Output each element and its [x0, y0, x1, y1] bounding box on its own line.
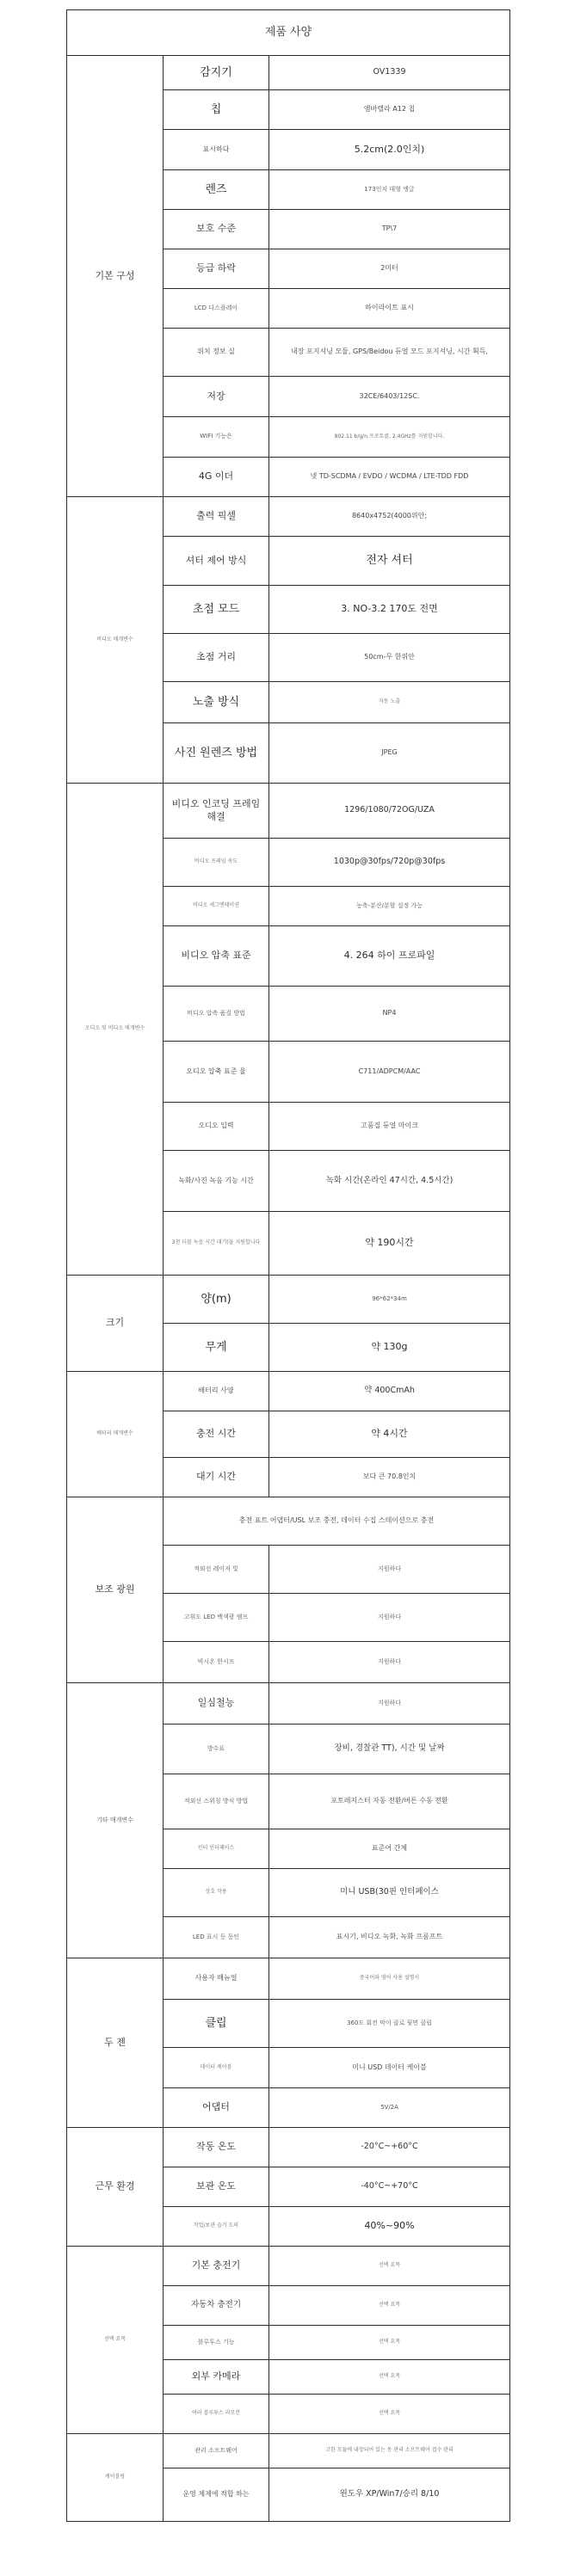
spec-value: 5.2cm(2.0인치) — [269, 130, 510, 170]
spec-value: 선택 요목 — [269, 2247, 510, 2286]
spec-value: 표시기, 비디오 녹화, 녹화 프롬프트 — [269, 1917, 510, 1958]
spec-key: 인터 인터페이스 — [164, 1829, 269, 1869]
spec-value: 선택 요목 — [269, 2326, 510, 2360]
spec-key: 오디오 입력 — [164, 1103, 269, 1151]
spec-key: 여러 블루투스 리모컨 — [164, 2395, 269, 2434]
spec-value: 약 190시간 — [269, 1212, 510, 1276]
spec-key: LCD 디스플레이 — [164, 289, 269, 329]
spec-value: 4. 264 하이 프로파일 — [269, 926, 510, 987]
spec-value: 미니 USD 데이터 케이블 — [269, 2048, 510, 2088]
category-cabling: 케이블링 — [67, 2434, 164, 2522]
spec-value: 약 4시간 — [269, 1411, 510, 1458]
spec-key: 저장 — [164, 377, 269, 417]
category-accessories: 두 젠 — [67, 1958, 164, 2128]
spec-key: 사진 원렌즈 방법 — [164, 723, 269, 784]
spec-value: 녹화 시간(온라인 47시간, 4.5시간) — [269, 1151, 510, 1212]
spec-key: 빅시온 한시프 — [164, 1642, 269, 1683]
spec-table — [66, 9, 510, 2522]
spec-key: 비디오 세그멘테이션 — [164, 887, 269, 926]
spec-value: 1030p@30fps/720p@30fps — [269, 839, 510, 887]
spec-key: 데이터 케이블 — [164, 2048, 269, 2088]
spec-value: 약 130g — [269, 1324, 510, 1372]
category-options: 선택 요목 — [67, 2247, 164, 2434]
spec-key: 보관 온도 — [164, 2167, 269, 2207]
spec-key: 위치 정보 실 — [164, 329, 269, 377]
spec-key: 어댑터 — [164, 2088, 269, 2128]
spec-value: 5V/2A — [269, 2088, 510, 2128]
spec-value: 표준어 간체 — [269, 1829, 510, 1869]
spec-value: 농축-분산/분할 설정 가능 — [269, 887, 510, 926]
spec-key: 초점 거리 — [164, 634, 269, 682]
category-size: 크기 — [67, 1276, 164, 1372]
spec-key: 비디오 인코딩 프레임 해결 — [164, 784, 269, 839]
spec-value: 미니 USB(30핀 인터페이스 — [269, 1869, 510, 1917]
spec-value: JPEG — [269, 723, 510, 784]
spec-key: WIFI 기능은 — [164, 417, 269, 458]
spec-key: 녹화/사진 녹음 기능 시간 — [164, 1151, 269, 1212]
spec-value: 96*62*34m — [269, 1276, 510, 1324]
spec-value: 윈도우 XP/Win7/승리 8/10 — [269, 2468, 510, 2522]
spec-key: 블루투스 기능 — [164, 2326, 269, 2360]
spec-value: 1296/1080/72OG/UZA — [269, 784, 510, 839]
category-battery-params: 배터리 매개변수 — [67, 1372, 164, 1497]
spec-value: 하이라이트 표시 — [269, 289, 510, 329]
spec-key: 셔터 제어 방식 — [164, 537, 269, 586]
category-other-params: 기타 매개변수 — [67, 1683, 164, 1958]
spec-value: 선택 요목 — [269, 2286, 510, 2326]
spec-value: 50cm-무 한위안 — [269, 634, 510, 682]
spec-key: 무게 — [164, 1324, 269, 1372]
spec-value: 포토레지스터 자동 전환/버튼 수동 전환 — [269, 1774, 510, 1829]
category-work-env: 근무 환경 — [67, 2128, 164, 2247]
spec-value: 약 400CmAh — [269, 1372, 510, 1411]
category-aux-light: 보조 광원 — [67, 1497, 164, 1683]
spec-key: 비디오 압축 품질 방법 — [164, 987, 269, 1042]
spec-value: 360도 회전 막이 클로 뒷면 클립 — [269, 2000, 510, 2048]
spec-key: 비디오 프레임 속도 — [164, 839, 269, 887]
spec-key: 작업/보관 습기 도의 — [164, 2207, 269, 2247]
spec-key: 대기 시간 — [164, 1458, 269, 1497]
spec-key: LED 표시 등 동인 — [164, 1917, 269, 1958]
spec-key: 3천 더블 녹음 시간 대기(을 지원합니다 — [164, 1212, 269, 1276]
spec-key: 충전 시간 — [164, 1411, 269, 1458]
spec-value: NP4 — [269, 987, 510, 1042]
spec-key: 일심철능 — [164, 1683, 269, 1725]
category-basic-config: 기본 구성 — [67, 56, 164, 497]
spec-key: 사용자 매뉴얼 — [164, 1958, 269, 2000]
spec-value: 장비, 경찰관 TT), 시간 및 날짜 — [269, 1725, 510, 1774]
spec-value: 선택 요목 — [269, 2360, 510, 2395]
spec-key: 작동 온도 — [164, 2128, 269, 2167]
spec-key: 오디오 압축 표준 율 — [164, 1042, 269, 1103]
spec-value: 32CE/6403/12SC. — [269, 377, 510, 417]
spec-value: 자동 노출 — [269, 682, 510, 723]
spec-value: 넷 TD-SCDMA / EVDO / WCDMA / LTE-TDD FDD — [269, 458, 510, 497]
spec-key: 적외선 레이저 빛 — [164, 1546, 269, 1594]
table-title: 제품 사양 — [67, 10, 510, 56]
spec-key: 4G 이더 — [164, 458, 269, 497]
spec-value: 지원하다 — [269, 1594, 510, 1642]
spec-key: 적외선 스위칭 방식 방법 — [164, 1774, 269, 1829]
spec-key: 노출 방식 — [164, 682, 269, 723]
spec-key: 칩 — [164, 90, 269, 130]
spec-key: 클립 — [164, 2000, 269, 2048]
spec-value: 고한 모듈에 내장되어 있는 동 관리 소프트웨어 접수 관리 — [269, 2434, 510, 2468]
spec-value: 지원하다 — [269, 1546, 510, 1594]
spec-value: 보다 큰 70.8인치 — [269, 1458, 510, 1497]
spec-value: C711/ADPCM/AAC — [269, 1042, 510, 1103]
category-audio-video-params: 오디오 및 비디오 매개변수 — [67, 784, 164, 1276]
spec-key: 렌즈 — [164, 170, 269, 210]
spec-key: 관리 소프트웨어 — [164, 2434, 269, 2468]
spec-value: 내장 포지셔닝 모듈, GPS/Beidou 듀얼 모드 포지셔닝, 시간 획득, — [269, 329, 510, 377]
spec-key: 기본 충전기 — [164, 2247, 269, 2286]
spec-key: 등급 하락 — [164, 249, 269, 289]
spec-value: 173인치 대형 앵글 — [269, 170, 510, 210]
spec-value: 40%~90% — [269, 2207, 510, 2247]
spec-value: 앰바렐라 A12 칩 — [269, 90, 510, 130]
spec-key: 방수표 — [164, 1725, 269, 1774]
spec-key: 운영 체제에 적합 하는 — [164, 2468, 269, 2522]
spec-value: -20°C~+60°C — [269, 2128, 510, 2167]
spec-value: 8640x4752(4000위안; — [269, 497, 510, 537]
spec-sheet — [66, 9, 509, 2522]
spec-value: 802.11 b/g/n 프로토콜, 2.4GHz를 지원합니다. — [269, 417, 510, 458]
spec-key: 양(m) — [164, 1276, 269, 1324]
spec-value: -40°C~+70°C — [269, 2167, 510, 2207]
spec-key: 비디오 압축 표준 — [164, 926, 269, 987]
spec-key: 자동차 충전기 — [164, 2286, 269, 2326]
spec-value: 중국어와 영어 사용 설명서 — [269, 1958, 510, 2000]
spec-key: 초점 모드 — [164, 586, 269, 634]
spec-value: OV1339 — [269, 56, 510, 90]
spec-value: 3. NO-3.2 170도 전면 — [269, 586, 510, 634]
spec-value: 전자 셔터 — [269, 537, 510, 586]
spec-key: 외부 카메라 — [164, 2360, 269, 2395]
spec-key: 고휘도 LED 백색광 램프 — [164, 1594, 269, 1642]
spec-value: 선택 요목 — [269, 2395, 510, 2434]
spec-key: 감지기 — [164, 56, 269, 90]
spec-value: 고품질 듀얼 마이크 — [269, 1103, 510, 1151]
spec-key: 표시하다 — [164, 130, 269, 170]
spec-value: 지원하다 — [269, 1683, 510, 1725]
spec-key: 출력 픽셀 — [164, 497, 269, 537]
spec-value-wide: 충전 표트 어댑터/USL 보조 충전, 데이터 수집 스테이션으로 충전 — [164, 1497, 510, 1546]
spec-key: 보호 수준 — [164, 210, 269, 249]
category-video-params: 비디오 매개변수 — [67, 497, 164, 784]
spec-value: 지원하다 — [269, 1642, 510, 1683]
spec-value: TP\7 — [269, 210, 510, 249]
spec-value: 2미터 — [269, 249, 510, 289]
spec-key: 상호 작용 — [164, 1869, 269, 1917]
spec-key: 배터리 사양 — [164, 1372, 269, 1411]
